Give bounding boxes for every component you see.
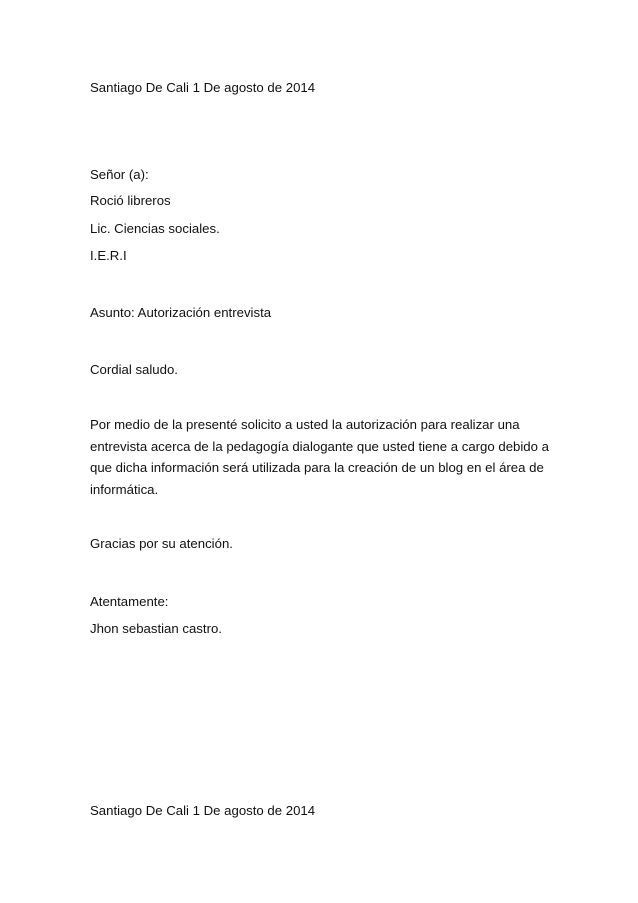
salutation: Señor (a):	[90, 167, 149, 182]
subject-line: Asunto: Autorización entrevista	[90, 305, 272, 320]
recipient-institution: I.E.R.I	[90, 248, 127, 263]
closing: Atentamente:	[90, 594, 169, 609]
greeting: Cordial saludo.	[90, 362, 178, 377]
thanks-line: Gracias por su atención.	[90, 536, 233, 551]
letter-date-repeat: Santiago De Cali 1 De agosto de 2014	[90, 803, 316, 818]
letter-date: Santiago De Cali 1 De agosto de 2014	[90, 80, 316, 95]
signature-name: Jhon sebastian castro.	[90, 621, 222, 636]
recipient-name: Roció libreros	[90, 193, 171, 208]
letter-body: Por medio de la presenté solicito a usted la autorización para realizar una entrevista acerca de la pedagogía dialogante que usted tiene a cargo debido a que dicha información será utilizada para la creación de un blog en el área de informática.	[90, 417, 549, 497]
recipient-title: Lic. Ciencias sociales.	[90, 221, 220, 236]
